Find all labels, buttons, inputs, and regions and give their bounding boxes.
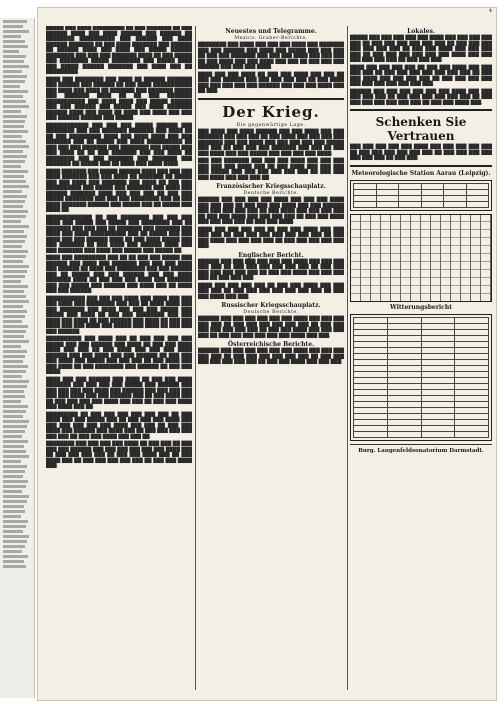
article-text-block: ████ ███ ███ ██████ ███ ████ ██ ███ ███ ████ ███████ ███ ███ ███ ███ █████ ███ ██████ ███ ███ ███ ███ ███ ████ ███ ██████ ███ ███ ███ ███ ███ ███ ████ ███ ███ ██████ ███ ██ ███ ████ ███ ██ ███ ███ ███ ███ ████ ███ ███ ██ ███ ███ ████ ███ ████ ███ ██. xyxy=(46,377,192,410)
page-number: 4 xyxy=(488,8,492,14)
weather-observations-table xyxy=(353,183,489,208)
article-text-block: ██████ ███ ███ ███ ███ ███ ███ ████ ███ ███ ███ ███ ███ ██ ███ ███ ███ ███ ███ ███ ██ ███ ███ ███ ███ ███ ███ ███ ██ ███ ███ ████ ███. xyxy=(350,89,492,106)
article-text-block: ██████████ ███ ████ ███ ██ ███ ███ ███ ███ █████ ███ ███ ██████ ███ ████ ██ ███ ███ ████ ████ ███ ███ ██ ███ ████ ███ ███ ███ ████ ██████ ███ ███ ████ ███ ███ ██████ ██ ███ ███ ███ ████ ███ █████ ███ ███ ███ ██ ███ ████ ███ ███ ████ ██ ███ ████████ ███ ██████ ██ ███ ███ ████. xyxy=(46,337,192,375)
article-text-block: ████████████ ███ ███ ███ █████ ██████ ███ ████████ ███ ███ ███████ ███████ ███ ████ ██ ██ ███ █████████ ████ ███ ████ ████ ███ ███ ███████ ███ ██ █████ ███ ████ ██████████ ██ ███ ███ ███ ███████ ███ ████████ ███ █████ ███ ███ ████ ██ ██ ███ ███████ ███ ███ ████ ██ ████████ ███ ███ ███████ ███ ███████ ███ ███████ ██ █████ ███ ██ ████ ███ ████ ████. xyxy=(46,123,192,167)
section-title: Lokales. xyxy=(407,28,435,35)
article-text-block: ████████ ███ ███ ███ ███ ████ ██ ███ ███ ██ ███ ███ ███ ██████ ███ ███ ███ ███ ███ ███ ████ ███ ██ ███ ███ ███ ███ ██ ███ ███ ████ ███ ██ ███ ████ ███ ██ ███ ███ ███ ███ ███ ██ ███ ███ ████ ███. xyxy=(46,442,192,469)
article-text-block: ████ ███ ███ ███ ███ ██ ███ ███ ████ ███ ███ ███ ███ ██ ███ ███ ███ ███ ███ ███ ███ ██ ███ ███ ████ ███ ███ ███ ███ ██ ███ ███ ███ ███ ███ ███. xyxy=(198,227,344,249)
article-text-block: █████ ███ ███ ███ ███ ███ ████ ███ ███ ███ ███ ███ ██ ███ ███ ███ ███ ███ ███ ██ ███ ███ ███ ███ ███ ███ ███ ██ ███ ███ ████ ███ ███ ███ ███ ██ ███ ███ ███ ███ ███ ███ ████ ███ ███ ███ ███ ███ ███ ██ ███ ███ ███. xyxy=(350,36,492,63)
article-text-block: █████████████ ██ ███ ████████ ███ ███ ███ ████ ███ █████ ███ █████ ███ ████████ ███ ██ ███████ ███ ███ ███ ██ ███████ ███ ███████ ███ ████ ███ ████ ██████████ ███ ██ █████ ███ ███ ████ ███ ███ ██████ ████ ██ ███ ████ █████ ███ ███ ███████ ██ ███ ████ ███ ██████ ████ ███ ███ ███████ ███ ████ ███ █████ ███ █████ ██. xyxy=(46,215,192,254)
weather-report-table xyxy=(353,317,489,438)
section-subtitle: Mexico. Graber-Berichte. xyxy=(234,36,308,41)
divider xyxy=(198,98,344,100)
publisher-footer: Burg. Langenfeldsonatorium Darmstadt. xyxy=(358,447,484,454)
article-text-block: ████ ███████ ███ █████ ██████ ████ ███ ███ ███ ████ ███████ ███ ███ ████ ██ ███████ ██ █████ ███ ███ ████ ███ ███████ ███ ████ ██ ███ ███ ██████████ ███ █████ ███ ███████ ███ ████ ███ ██████ ███████ ████ ███ ███ ███ ██ ███ ███ █████ ████████ ███ ███ ███ ████████ ███ ██ ███ ████ ███████ ██████ ███ █████ ███ ██ █████ ███ ████ ██. xyxy=(46,169,192,213)
section-heading: Russischer Kriegsschauplatz. xyxy=(221,302,321,309)
section-heading: Französischer Kriegsschauplatz. xyxy=(216,183,326,190)
column-rule xyxy=(195,26,196,690)
column-rule xyxy=(347,26,348,690)
article-text-block: ██████ ███ ███ ███ ███ ████ ███ ███ ███ ████ ███ ███ ███ ██ ███ ███ ███ ████ ███ ███ ██████ ███ ███ ███ ███ ███ ██ ███ ████ ███ ███ ███ ███ ██ ███ ███ ████ ███ ███ ███ ███ ██ ███ ███ ████ ███ ███ ███ ███ ██ ███ ███ ████. xyxy=(198,198,344,225)
adjacent-page-strip xyxy=(0,18,35,698)
article-text-block: █████ ███ ████ █████████ ██ ███ ███████ ██ ███ ██████ ████ ███ ████ ██████ ███ ██████ ██ ████████ ██████████ ███ ██████ ███ ████ ██████ ███████ ██ ███ ████ ███████ ███ ██████ ██ ██████ ████ ███ ████ ███ █████ ██████ ████████ ███ ███ ███ ███████ ████ ██ ███ █████ ███ ████████ █████ ████████ ███ █████ ████ ███ █████ ██████ ███████ ███ ████ ███ ██ █████████. xyxy=(46,26,192,75)
article-text-block: ████ ███ █████████ ███ ██ ██ ███ ███ █████ ███ ██████ ███ ████ ███ ███████ ███ ███ ███ ████ ███ ██████ ██ ████ ███ ████████ ███ ███ ██████ ███ ██ █████ ███ ███ ██████ ███ ███ ████ ███████ ████ ██ ███ ███ ███ ████ ███ ███████ ███ ███ █████ ███ ██████ ███ ████ ███ ██ ████ ███ ███ ██████. xyxy=(46,256,192,294)
article-text-block: ███ ████ ███ ████ ██████ ███ ███ ████ ███ ███ ███████ ███ ███ ███ ██ ███ ████ ███ ███ ███ ███ ███████ ███ ███ ████ ███ ███ ███ ███ ███ █████ ███ ███ ██ ███ ███ ███ ███████ ███ ███ ██ ███ ███ ████ ███ ███ █████ ███ ███ ███ ███ ████. xyxy=(198,129,344,157)
article-text-block: ███████████ ███ ███ ███ ████ ███ ████ ███ ███ ███ ████ ███ ████████ ███ ███ ██ ████ ████ ███ ███ ███████ ███ ████ ███ ███ ███ █████ ███ █████ ███ ████ ██ ███ ███ ████████ ███ ███ ████ ███ ████ ██ ███ ██████ ███ ████ ██ ███ ███ ████ ███ ███ ████ ███ █████ ███ ████ ██ ███ ███ ███ ██████. xyxy=(46,296,192,335)
column-1 xyxy=(46,26,192,692)
newspaper-sheet xyxy=(38,8,496,700)
headline-der-krieg: Der Krieg. xyxy=(222,102,320,121)
article-text-block: ████ ███ ████████ ███ ████ ██ ██████ ███████ ███ ██████ ███ ██████ ██ ███ ████ ███████████ ███ ████ ███ ████ ██ ███████ ███ ███████ █████ ███ ███████ ████ ██ ██ ███ ███████ ███████████ ███ ████ ████ ███ █████ ██████ ███ ███ ██████ ███ █████ ███ ████ ███████ ██████ ████ ███ ████ ██ ████ ███ ████ ███ ███ ███ ██████ ██████ ███ █████. xyxy=(46,77,192,121)
column-2 xyxy=(198,26,344,692)
article-text-block: ███ ███ ███████ ███ ███ ███ ████ ███ ███ ███ ███ ███ ███ ████ ███ ██ ███ ████ ███ ███ ███ ███ █████ ███ ███ ███ ███ ███ ███ ██ ███ ███ ███ ████ ███ ███ ███ ██. xyxy=(198,159,344,181)
section-title: Neuestes und Telegramme. xyxy=(225,28,317,35)
divider xyxy=(350,109,492,111)
section-heading: Englischer Bericht. xyxy=(238,251,304,259)
barometer-chart xyxy=(350,214,492,302)
article-text-block: ████ ███ ███ ███ ███ ██ ███ ███ ████ ███ ███ ███ ███ ██ ███ ███ ███ ███ ███ ███ ███ ██ ███ ███ ████ ███ ███ ███ ███ ██ ███ ███ ███ ███ ███ ███ ███ ███ ███ ███ ███. xyxy=(350,65,492,87)
weather-station-title: Meteorologische Station Aarau (Leipzig). xyxy=(351,169,491,177)
weather-report-title: Witterungsbericht xyxy=(390,303,452,311)
divider xyxy=(350,165,492,167)
article-text-block: ████ ███ ███ ███ ███ ██ ███ ███ ████ ███ ███ ███ ███ ██ ███ ███ ███ ███ ███ ███ ███ ██ ███ ███ ████ ███ ███. xyxy=(198,283,344,300)
section-subtitle: Deutsche Berichte. xyxy=(243,310,299,315)
article-text-block: ██████ ███ ███ ███ ███ ███ ███ ████ ███ ███ ███ ███ ███ ██ ███ ███ ███ ███ ███ ███ ██ ███ ███ ███ ███ ███ ███ ███ ██ ███ ███ ████ ███ ███ ███ ███ ██ ███ ███ ███ ███ ███ ███ ████ ███ ███. xyxy=(198,317,344,339)
advertisement-text: ███ ███ ███ ███ ███ ████ ███ ███ ███ ███ ███ ██ ███ ███ ███ ███ ███ ███ ██ ███ ███ ███ ███ ███ ███ ███ ██ ███ ███. xyxy=(350,145,492,161)
section-heading: Österreichische Berichte. xyxy=(227,341,315,348)
weather-table-box xyxy=(350,180,492,211)
article-text-block: ██████ ███ ███ ███ ███ ███ ███ ████ ███ ███ ███ ███ ███ ██ ███ ███ ███ ███ ███ ███ ██ ███ ███ ███ ███ ███ ███ ███ ██ ███ ███ ████ ███ ███ ███ ███ ██ ███ ███ ███. xyxy=(198,259,344,281)
headline-subtitle: Die gegenwärtige Lage. xyxy=(236,122,306,128)
advertisement-headline: Schenken Sie Vertrauen xyxy=(375,115,467,143)
divider xyxy=(350,444,492,445)
section-subtitle: Deutsche Berichte. xyxy=(243,191,299,196)
weather-report-box xyxy=(350,314,492,441)
column-3 xyxy=(350,26,492,692)
article-text-block: ████ ███ ███ ████ ██ ███ ███ ████ ███ ███ ██ ███ ███ ██████ ███ ███ ███ ███ ███ ██ ███ ████ ███ ███ ███ ███ ███ ██████ ███ ███ ███ ████ ███ ██ ███. xyxy=(198,72,344,94)
article-text-block: █████████ ██ ███ ███ ███ ███ ███ ███ ██ ███ ████ ███ ███ █████ ███ ██ ███ ███ ███ ████ ███ ███ ███ ███ ███ ███ ████ ███ ███ ██ ███ ███ ████ ███ ██████ ███ ████ ███ ██ ███ ███ ███ ███ ███ ███ ██ ███ ███ ████ ███ ███ ██. xyxy=(46,412,192,440)
article-text-block: ██████ ███ ███ ███ ███ ███ ███ ████ ███ ███ ███ ███ ███ ██ ███ ███ ███ ███ ███ ███ ██ ███ ███ ███ ███ ███ ███ ███ ██ ███ ███ ████ ███ ███ ███. xyxy=(198,349,344,365)
article-text-block: ████████ ███ ████ ███ ███ ███ ████ ███ ███████ ███ ███ ██████ ███ ████ ███ █████ ███ ███ ███ ██ ███ ███ ███████ ███ ███ ███ ████ ███ ███ ███ ██ ███ ████ ███ ███ ████ ███ ███ ██ ███ ███ ███ ██████ ███ ███ ███ ████. xyxy=(198,43,344,70)
